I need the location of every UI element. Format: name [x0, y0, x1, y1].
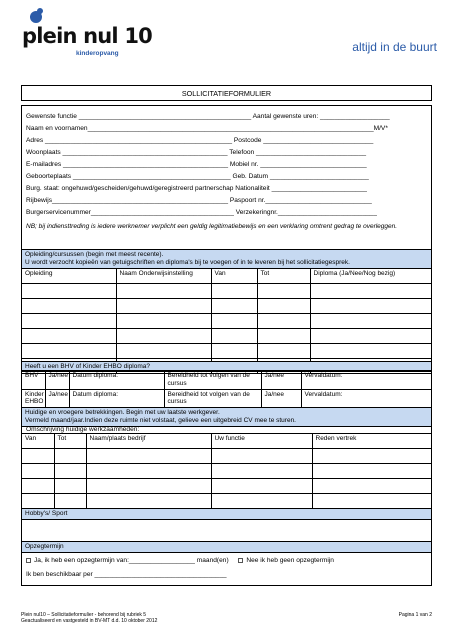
ehbo-type-cell: BHV — [22, 371, 45, 390]
werk-header-line1: Huidige en vroegere betrekkingen. Begin met uw laatste werkgever. — [25, 409, 220, 416]
ehbo-janee-cell[interactable]: Ja/nee — [45, 389, 69, 408]
footer-line2: Geactualiseerd en vastgesteld in BV-MT d.d. 10 oktober 2012 — [21, 618, 158, 625]
table-row — [22, 479, 431, 494]
table-cell[interactable] — [312, 479, 431, 494]
table-row — [22, 494, 431, 509]
field-line-bsn[interactable]: Burgerservicenummer_______________________________________ Verzekeringnr.___________________________ — [26, 209, 377, 216]
table-cell[interactable] — [211, 299, 257, 314]
field-line-rijbewijs[interactable]: Rijbewijs________________________________________________ Paspoort nr._____________________________ — [26, 197, 372, 204]
section-ehbo-header: Heeft u een BHV of Kinder EHBO diploma? — [22, 361, 431, 372]
table-cell[interactable] — [116, 314, 211, 329]
page-number: Pagina 1 van 2 — [398, 612, 432, 618]
table-cell[interactable] — [310, 329, 431, 344]
option-nee-label: Nee ik heb geen opzegtermijn — [246, 557, 334, 564]
opleiding-table — [22, 268, 431, 374]
application-form-continued — [21, 433, 432, 586]
table-cell[interactable] — [257, 344, 310, 359]
section-opzegtermijn-header: Opzegtermijn — [22, 541, 431, 553]
omschrijving-label: Omschrijving huidige werkzaamheden: — [26, 426, 140, 433]
opleiding-header-line2: U wordt verzocht kopieën van getuigschriften en diploma's bij te voegen of in te leveren bij het sollicitatiegesprek. — [25, 258, 350, 266]
ehbo-type-cell: Kinder EHBO — [22, 389, 45, 408]
table-cell[interactable] — [211, 314, 257, 329]
werk-header-line2: Vermeld maand/jaar.Indien deze ruimte niet volstaat, gelieve een uitgebreid CV mee te sturen. — [25, 416, 296, 424]
table-cell[interactable] — [54, 464, 86, 479]
table-row — [22, 449, 431, 464]
logo-wordmark: plein nul 10 — [22, 24, 152, 48]
hobby-input-area[interactable] — [22, 517, 431, 541]
table-cell[interactable] — [211, 284, 257, 299]
table-cell[interactable] — [257, 329, 310, 344]
table-cell[interactable] — [22, 464, 54, 479]
table-cell[interactable] — [22, 494, 54, 509]
application-form — [21, 105, 432, 433]
table-cell[interactable] — [312, 449, 431, 464]
table-row — [22, 464, 431, 479]
table-cell[interactable] — [86, 449, 211, 464]
ehbo-janee-cell[interactable]: Ja/nee — [45, 371, 69, 390]
section-opleiding-header — [22, 249, 431, 269]
section-werk-header — [22, 407, 431, 427]
table-cell[interactable] — [22, 329, 116, 344]
field-line-email[interactable]: E-mailadres _____________________________________________ Mobiel nr. _____________________________ — [26, 161, 367, 168]
table-cell[interactable] — [54, 479, 86, 494]
table-cell[interactable] — [54, 494, 86, 509]
table-cell[interactable] — [257, 314, 310, 329]
ehbo-datum-cell[interactable]: Datum diploma: — [69, 371, 164, 390]
field-line-burgerlijke-staat[interactable]: Burg. staat: ongehuwd/gescheiden/gehuwd/geregistreerd partnerschap Nationaliteit __________________________ — [26, 185, 367, 192]
opzegtermijn-options — [26, 557, 334, 565]
column-header: Naam/plaats bedrijf — [86, 434, 211, 449]
option-ja-label: Ja, ik heb een opzegtermijn van:__________________ maand(en) — [34, 557, 229, 564]
table-row — [22, 344, 431, 359]
column-header: Van — [211, 269, 257, 284]
ehbo-vervaldatum-cell[interactable]: Vervaldatum: — [301, 371, 431, 390]
table-header-row — [22, 269, 431, 284]
table-row — [22, 329, 431, 344]
logo-subtitle: kinderopvang — [76, 50, 119, 57]
table-cell[interactable] — [86, 464, 211, 479]
section-hobby-header: Hobby's/ Sport — [22, 508, 431, 520]
table-row — [22, 314, 431, 329]
table-cell[interactable] — [310, 314, 431, 329]
table-cell[interactable] — [86, 494, 211, 509]
table-cell[interactable] — [116, 344, 211, 359]
column-header: Opleiding — [22, 269, 116, 284]
checkbox-ja-opzegtermijn[interactable] — [26, 558, 31, 563]
column-header: Uw functie — [211, 434, 312, 449]
table-row — [22, 389, 431, 408]
table-cell[interactable] — [22, 314, 116, 329]
field-line-naam[interactable]: Naam en voornamen______________________________________________________________________________M/V* — [26, 125, 388, 132]
form-title: SOLLICITATIEFORMULIER — [21, 85, 432, 101]
column-header: Naam Onderwijsinstelling — [116, 269, 211, 284]
field-line-functie[interactable]: Gewenste functie _______________________________________________ Aantal gewenste uren: ___________________ — [26, 113, 390, 120]
page-header — [0, 0, 453, 70]
page-footer — [21, 612, 432, 625]
ehbo-bereidheid-cell: Bereidheid tot volgen van de cursus — [164, 371, 261, 390]
table-cell[interactable] — [86, 479, 211, 494]
table-cell[interactable] — [257, 284, 310, 299]
table-row — [22, 284, 431, 299]
table-cell[interactable] — [310, 284, 431, 299]
column-header: Tot — [257, 269, 310, 284]
beschikbaar-line[interactable]: Ik ben beschikbaar per ____________________________________ — [26, 571, 227, 578]
table-cell[interactable] — [211, 449, 312, 464]
field-line-adres[interactable]: Adres ___________________________________________________ Postcode ______________________________ — [26, 137, 374, 144]
column-header: Reden vertrek — [312, 434, 431, 449]
legal-note: NB; bij indiensttreding is iedere werknemer verplicht een geldig legitimatiebewijs en een verklaring omtrent gedrag te overleggen. — [26, 223, 398, 230]
footer-line1: Plein nul10 – Sollicitatieformulier - behorend bij rubriek 5 — [21, 612, 147, 618]
table-cell[interactable] — [22, 449, 54, 464]
ehbo-table — [22, 370, 431, 408]
table-header-row — [22, 434, 431, 449]
logo-figure-icon — [30, 11, 42, 23]
plein-nul-10-logo — [22, 10, 152, 62]
table-cell[interactable] — [54, 449, 86, 464]
table-cell[interactable] — [257, 299, 310, 314]
field-line-geboorteplaats[interactable]: Geboorteplaats ___________________________________________ Geb. Datum ___________________________ — [26, 173, 369, 180]
ehbo-janee2-cell[interactable]: Ja/nee — [261, 371, 301, 390]
field-line-woonplaats[interactable]: Woonplaats _____________________________________________ Telefoon ______________________________ — [26, 149, 367, 156]
table-cell[interactable] — [211, 479, 312, 494]
column-header: Diploma (Ja/Nee/Nog bezig) — [310, 269, 431, 284]
opleiding-header-line1: Opleiding/cursussen (begin met meest recente). — [25, 251, 164, 258]
table-row — [22, 299, 431, 314]
table-cell[interactable] — [116, 284, 211, 299]
table-cell[interactable] — [116, 299, 211, 314]
table-cell[interactable] — [22, 299, 116, 314]
column-header: Van — [22, 434, 54, 449]
werk-table — [22, 433, 431, 509]
tagline: altijd in de buurt — [352, 40, 437, 54]
table-cell[interactable] — [211, 344, 257, 359]
table-cell[interactable] — [310, 299, 431, 314]
table-cell[interactable] — [211, 329, 257, 344]
ehbo-bereidheid-cell: Bereidheid tot volgen van de cursus — [164, 389, 261, 408]
checkbox-nee-opzegtermijn[interactable] — [238, 558, 243, 563]
column-header: Tot — [54, 434, 86, 449]
table-cell[interactable] — [116, 329, 211, 344]
table-cell[interactable] — [312, 494, 431, 509]
table-cell[interactable] — [22, 284, 116, 299]
ehbo-vervaldatum-cell[interactable]: Vervaldatum: — [301, 389, 431, 408]
table-cell[interactable] — [22, 344, 116, 359]
table-cell[interactable] — [310, 344, 431, 359]
ehbo-datum-cell[interactable]: Datum diploma: — [69, 389, 164, 408]
table-row — [22, 371, 431, 390]
table-cell[interactable] — [22, 479, 54, 494]
ehbo-janee2-cell[interactable]: Ja/nee — [261, 389, 301, 408]
table-cell[interactable] — [211, 494, 312, 509]
table-cell[interactable] — [211, 464, 312, 479]
table-cell[interactable] — [312, 464, 431, 479]
